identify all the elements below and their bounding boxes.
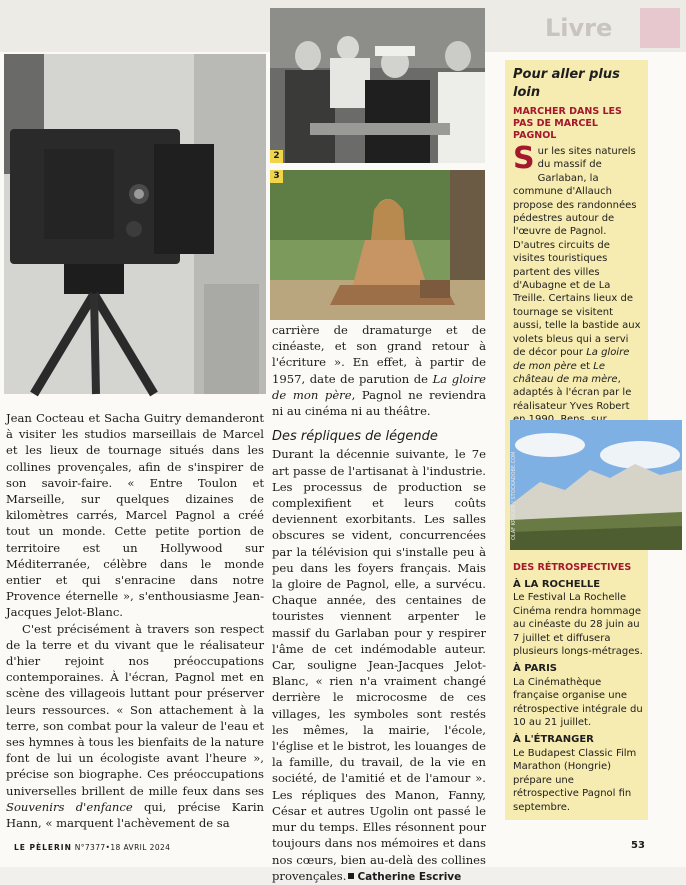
sidebar-content: [513, 66, 643, 453]
article-column-1: [6, 410, 264, 831]
film-title: Le château de ma mère: [513, 360, 618, 385]
book-title: La gloire de mon père: [272, 371, 487, 402]
photo-number-badge: 3: [270, 170, 283, 183]
article-paragraph: Jean Cocteau et Sacha Guitry demanderont à visiter les studios marseillais de Marcel et les lieux de tournage situés dans les collines provençales, afin de s'inspirer de son savoir-faire. « Entre Toulon et Marseille, sur quelques dizaines de kilomètres carrés, Marcel Pagnol a créé tout un monde. Cette petite portion de territoire est un Hollywood sur Méditerranée, célèbre dans le monde entier et qui s'enracine dans notre Provence éternelle », s'enthousiasme Jean-Jacques Jelot-Blanc.: [6, 411, 264, 620]
city-heading: À LA ROCHELLE: [513, 579, 601, 590]
city-text: Le Festival La Rochelle Cinéma rendra hommage au cinéaste du 28 juin au 7 juillet et diffusera plusieurs longs-métrages.: [513, 592, 643, 658]
bar-scene-photo: [270, 8, 485, 163]
garlaban-mountain-photo: [510, 420, 682, 550]
photo-credit: OLAF KRÜGER / STOCKADOBE.COM: [511, 451, 517, 540]
city-text: La Cinémathèque française organise une rétrospective intégrale du 10 au 21 juillet.: [513, 676, 643, 729]
author-signature: Catherine Escrive: [357, 870, 462, 883]
section-heading: Des répliques de légende: [272, 429, 438, 445]
end-square-icon: [348, 873, 354, 879]
mountain-landscape-illustration: [510, 420, 682, 550]
girl-in-countryside-photo: [270, 170, 485, 320]
sidebar-text: Sur les sites naturels du massif de Garlaban, la commune d'Allauch propose des randonnées pédestres autour de l'œuvre de Pagnol. D'autres circuits de visites touristiques partent des villes d'Aubagne et de La Treille. Certains lieux de tournage se visitent aussi, telle la bastide aux volets bleus qui a servi de décor pour La gloire de mon père et Le château de ma mère, adaptés à l'écran par le réalisateur Yves Robert: [513, 141, 641, 412]
article-paragraph: Durant la décennie suivante, le 7e art passe de l'artisanat à l'industrie. Les processus de production se complexifient et leurs coûts deviennent exorbitants. Les salles obscures se vident, concurrencées par la télévision qui s'installe peu à peu dans les foyers français. Mais la gloire de Pagnol, elle, a survécu. Chaque année, des centaines de touristes viennent arpenter le massif du Garlaban pour y respirer l'âme de cet indémodable auteur. Car, souligne Jean-Jacques Jelot-Blanc, « rien n'a vraiment changé derrière le microcosme de ces villages, les symboles sont restés les mêmes, la mairie, l'école, l'église et le bistrot, les louanges de la famille, du travail, de la vie en société, de l'amitié et de l'amour ». Les répliques des Manon, Fanny, César et autres Ugolin ont passé le mur du temps. Elles résonnent pour toujours dans nos mémoires et dans nos cœurs, bien au-delà des collines provençales. Catherine Escrive: [272, 447, 486, 883]
city-heading: À PARIS: [513, 663, 557, 675]
page-footer: [14, 843, 170, 852]
city-heading: À L'ÉTRANGER: [513, 734, 594, 746]
photo-number-badge: 2: [270, 150, 283, 163]
retrospectives-heading: DES RÉTROSPECTIVES: [513, 562, 632, 573]
sidebar-subhead: MARCHER DANS LES PAS DE MARCEL PAGNOL: [513, 106, 622, 141]
article-column-2: [272, 322, 486, 885]
magazine-name: LE PÈLERIN: [14, 843, 72, 852]
vintage-camera-photo: [4, 54, 266, 394]
book-title: Souvenirs d'enfance: [6, 799, 133, 814]
page-number: 53: [631, 840, 645, 851]
city-text: Le Budapest Classic Film Marathon (Hongrie) prépare une rétrospective Pagnol fin septembre.: [513, 747, 637, 813]
girl-sitting-illustration: [270, 170, 485, 320]
drop-cap: S: [513, 141, 535, 176]
film-title: La gloire de mon père: [513, 347, 630, 372]
camera-illustration: [4, 54, 266, 394]
men-at-table-illustration: [270, 8, 485, 163]
sidebar-title: Pour aller plus loin: [513, 67, 620, 100]
issue-info: N°7377•18 AVRIL 2024: [74, 843, 171, 852]
retrospectives-section: [513, 562, 643, 814]
article-paragraph: carrière de dramaturge et de cinéaste, et son grand retour à l'écriture ». En effet, à partir de 1957, date de parution de La gloire de mon père, Pagnol ne reviendra ni au cinéma ni au théâtre.: [272, 323, 487, 419]
ghost-heading: Livre: [545, 14, 613, 42]
article-paragraph: C'est précisément à travers son respect de la terre et du vivant que le réalisateur d'hier rejoint nos préoccupations contemporaines. À l'écran, Pagnol met en scène des villageois luttant pour préserver leurs ressources. « Son attachement à la terre, son combat pour la valeur de l'eau et ses hymnes à tous les bienfaits de la nature font de lui un écologiste avant l'heure », précise son biographe. Ces préoccupations universelles brillent de mille feux dans ses Souvenirs d'enfance qui, précise Karin Hann, « marquent l'achèvement de sa: [6, 621, 264, 831]
pink-corner-block: [640, 8, 680, 48]
